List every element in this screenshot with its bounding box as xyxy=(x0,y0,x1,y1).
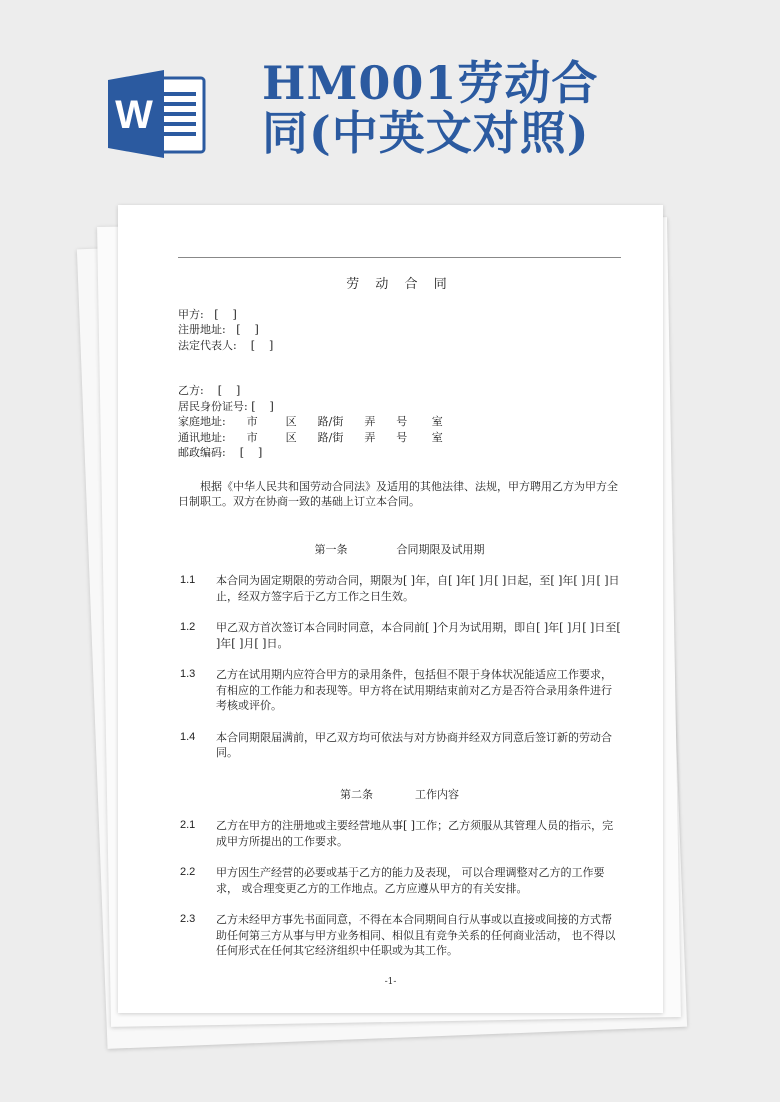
word-document-icon xyxy=(108,68,206,160)
document-body xyxy=(178,275,621,975)
banner-title-line1: HM001劳动合 xyxy=(262,56,599,110)
clause-text: 甲乙双方首次签订本合同时同意，本合同前[ ]个月为试用期，即自[ ]年[ ]月[ ]日至[ ]年[ ]月[ ]日。 xyxy=(216,621,621,650)
clause-number: 1.1 xyxy=(180,574,196,586)
party-b-mailing-address: 通讯地址: 市 区 路/街 弄 号 室 xyxy=(178,430,443,444)
clause xyxy=(178,730,621,761)
clause-number: 1.4 xyxy=(180,730,196,743)
clause-number: 2.1 xyxy=(180,819,196,831)
page-number: -1- xyxy=(384,977,397,987)
party-a-address: 注册地址: [ ] xyxy=(178,323,259,336)
clause xyxy=(178,667,621,714)
party-b-name: 乙方: [ ] xyxy=(178,384,241,397)
clause-text: 乙方在甲方的注册地或主要经营地从事[ ]工作；乙方须服从其管理人员的指示，完成甲方所提出的工作要求。 xyxy=(216,819,614,848)
word-icon-letter: W xyxy=(115,93,153,137)
document-title: 劳 动 合 同 xyxy=(346,277,453,292)
clause xyxy=(178,818,621,849)
party-a-block xyxy=(178,307,621,354)
clause-text: 甲方因生产经营的必要或基于乙方的能力及表现， 可以合理调整对乙方的工作要求， 或合理变更乙方的工作地点。乙方应遵从甲方的有关安排。 xyxy=(216,866,605,895)
section-title: 第二条 工作内容 xyxy=(340,787,459,801)
clause xyxy=(178,912,621,959)
clause-number: 1.2 xyxy=(180,621,196,633)
document-page xyxy=(118,205,663,1013)
intro-paragraph: 根据《中华人民共和国劳动合同法》及适用的其他法律、法规，甲方聘用乙方为甲方全日制职工。双方在协商一致的基础上订立本合同。 xyxy=(178,479,618,508)
banner-title-line2: 同(中英文对照) xyxy=(262,106,590,160)
section-title: 第一条 合同期限及试用期 xyxy=(314,542,485,556)
header-rule xyxy=(178,257,621,258)
party-b-postcode: 邮政编码: [ ] xyxy=(178,446,263,459)
clause xyxy=(178,620,621,651)
party-b-id-number: 居民身份证号: [ ] xyxy=(178,399,274,413)
clause-text: 本合同为固定期限的劳动合同，期限为[ ]年，自[ ]年[ ]月[ ]日起，至[ ]年[ ]月[ ]日止，经双方签字后于乙方工作之日生效。 xyxy=(216,574,620,603)
clause-text: 乙方在试用期内应符合甲方的录用条件，包括但不限于身体状况能适应工作要求，有相应的工作能力和表现等。甲方将在试用期结束前对乙方是否符合录用条件进行考核或评价。 xyxy=(216,668,612,712)
party-b-home-address: 家庭地址: 市 区 路/街 弄 号 室 xyxy=(178,415,443,428)
banner-title xyxy=(262,58,732,158)
clause xyxy=(178,573,621,604)
clause-number: 1.3 xyxy=(180,668,196,680)
party-a-representative: 法定代表人: [ ] xyxy=(178,338,274,352)
clause-number: 2.3 xyxy=(180,913,196,925)
clause-text: 本合同期限届满前，甲乙双方均可依法与对方协商并经双方同意后签订新的劳动合同。 xyxy=(216,730,612,759)
clause-text: 乙方未经甲方事先书面同意，不得在本合同期间自行从事或以直接或间接的方式帮助任何第三方从事与甲方业务相同、相似且有竞争关系的任何商业活动， 也不得以任何形式在任何其它经济组织中任职或为其工作。 xyxy=(216,913,616,957)
party-b-block xyxy=(178,383,621,461)
party-a-name: 甲方: [ ] xyxy=(178,307,237,321)
clause-number: 2.2 xyxy=(180,866,196,878)
clause xyxy=(178,865,621,896)
